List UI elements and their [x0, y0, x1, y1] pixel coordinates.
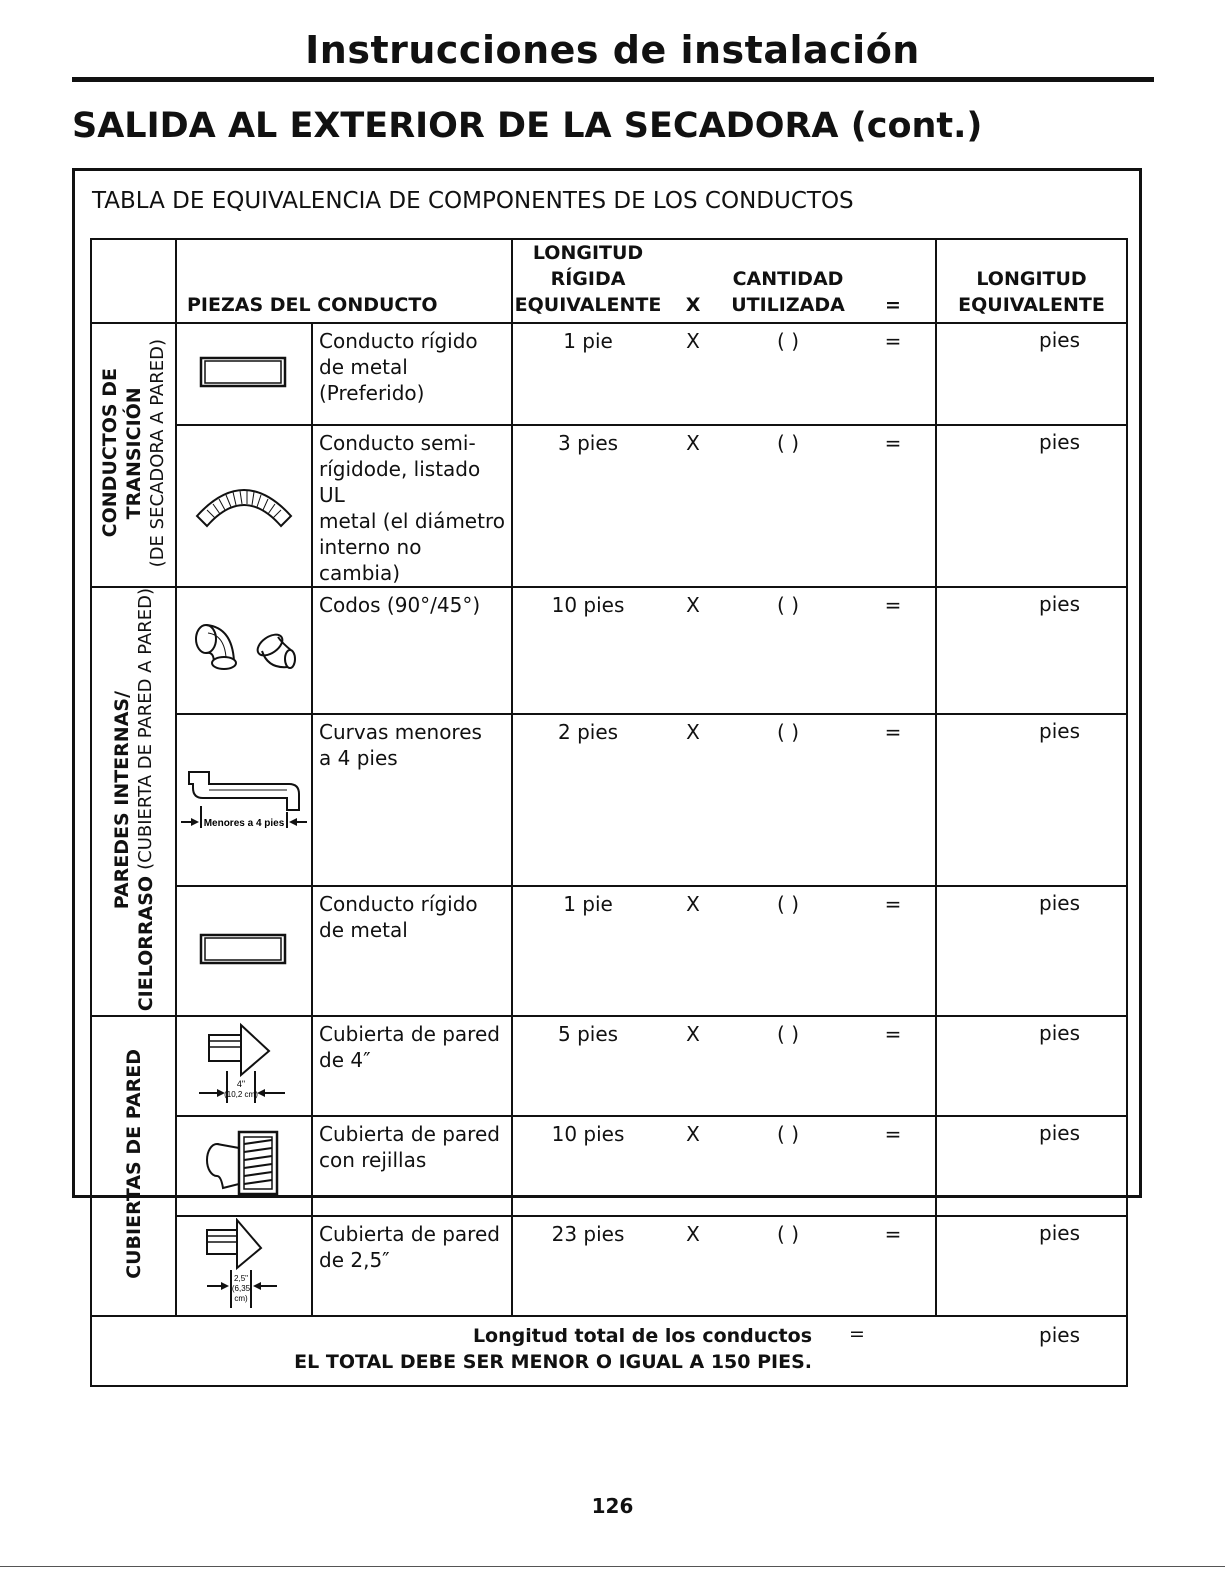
category-label: CIELORRASO: [134, 875, 157, 1012]
table-row: [91, 1016, 1127, 1116]
page-number: 126: [591, 1494, 634, 1518]
total-note: EL TOTAL DEBE SER MENOR O IGUAL A 150 PIES.: [294, 1351, 812, 1374]
equivalent-length-cell[interactable]: pies: [936, 1116, 1127, 1216]
header-times: X: [685, 294, 701, 316]
table-row: [91, 1116, 1127, 1216]
rigid-length-value: 2 pies: [557, 720, 619, 745]
table-row: [91, 714, 1127, 886]
table-row: [91, 886, 1127, 1017]
equals-sign: =: [884, 1222, 902, 1247]
header-pieces: [176, 239, 512, 323]
offset-bend-icon: [176, 714, 312, 886]
equals-sign: =: [884, 1122, 902, 1147]
rigid-length-value: 3 pies: [557, 431, 619, 455]
equals-sign: =: [884, 1022, 902, 1047]
equals-sign: =: [884, 431, 902, 455]
total-row: [91, 1316, 1127, 1386]
total-equals: =: [849, 1323, 865, 1346]
equivalent-length-cell[interactable]: pies: [936, 714, 1127, 886]
table-row: [91, 425, 1127, 587]
wall-cap-25-size-unit: cm): [234, 1294, 248, 1304]
equals-sign: =: [884, 329, 902, 353]
header-rigid-length-3: EQUIVALENTE: [514, 294, 662, 316]
piece-description: Conducto rígido de metal (Preferido): [312, 323, 512, 425]
equivalent-length-cell[interactable]: pies: [936, 425, 1127, 587]
quantity-field[interactable]: ( ): [777, 431, 799, 455]
elbows-icon: [176, 587, 312, 714]
wall-cap-4-size-cm: (10,2 cm): [224, 1090, 258, 1100]
equivalent-length-cell[interactable]: pies: [936, 1016, 1127, 1116]
category-sublabel: (CUBIERTA DE PARED A PARED): [134, 588, 156, 870]
table-row: [91, 1216, 1127, 1316]
wall-cap-25-size-cm: (6,35: [231, 1284, 251, 1294]
equivalent-length-cell[interactable]: pies: [936, 323, 1127, 425]
piece-description: Cubierta de pared con rejillas: [312, 1116, 512, 1216]
category-label: PAREDES INTERNAS/: [110, 690, 133, 909]
piece-description: Curvas menores a 4 pies: [312, 714, 512, 886]
table-header-row: [91, 239, 1127, 323]
category-interior-walls: [91, 587, 176, 1016]
quantity-field[interactable]: ( ): [777, 329, 799, 353]
quantity-field[interactable]: ( ): [777, 1022, 799, 1047]
header-divider: [72, 77, 1154, 82]
times-sign: X: [686, 720, 700, 745]
equals-sign: =: [884, 720, 902, 745]
table-row: [91, 323, 1127, 425]
semi-rigid-duct-icon: [176, 425, 312, 587]
header-qty-1: CANTIDAD: [732, 268, 844, 290]
header-equals: =: [885, 294, 901, 316]
table-title: TABLA DE EQUIVALENCIA DE COMPONENTES DE LOS CONDUCTOS: [92, 188, 854, 214]
category-label: CONDUCTOS DE: [98, 368, 121, 538]
header-calc: [512, 239, 936, 323]
offset-bend-label: Menores a 4 pies: [203, 817, 285, 829]
rigid-duct-icon: [176, 886, 312, 1017]
rigid-length-value: 23 pies: [551, 1222, 625, 1247]
header-pieces-label: PIEZAS DEL CONDUCTO: [187, 294, 438, 316]
duct-equivalence-table: [90, 238, 1128, 1387]
times-sign: X: [686, 431, 700, 455]
piece-description: Conducto semi- rígidode, listado UL metal (el diámetro interno no cambia): [312, 425, 512, 587]
category-label: TRANSICIÓN: [122, 386, 145, 520]
quantity-field[interactable]: ( ): [777, 1222, 799, 1247]
times-sign: X: [686, 593, 700, 617]
rigid-length-value: 1 pie: [563, 891, 613, 916]
piece-description: Cubierta de pared de 4″: [312, 1016, 512, 1116]
header-equiv: [936, 239, 1127, 323]
header-qty-2: UTILIZADA: [731, 294, 845, 316]
category-wall-caps: [91, 1016, 176, 1316]
louvered-wall-cap-icon: [176, 1116, 312, 1216]
quantity-field[interactable]: ( ): [777, 593, 799, 617]
category-label: CUBIERTAS DE PARED: [122, 1049, 145, 1280]
section-title: SALIDA AL EXTERIOR DE LA SECADORA (cont.): [72, 106, 983, 146]
header-rigid-length-1: LONGITUD: [532, 242, 644, 264]
wall-cap-4-icon: [176, 1016, 312, 1116]
equivalent-length-cell[interactable]: pies: [936, 587, 1127, 714]
table-row: [91, 587, 1127, 714]
times-sign: X: [686, 1022, 700, 1047]
header-empty-cell: [91, 239, 176, 323]
rigid-length-value: 10 pies: [551, 593, 625, 617]
piece-description: Conducto rígido de metal: [312, 886, 512, 1017]
category-sublabel: (DE SECADORA A PARED): [146, 338, 168, 568]
quantity-field[interactable]: ( ): [777, 1122, 799, 1147]
total-length-field[interactable]: pies: [1039, 1323, 1081, 1348]
wall-cap-25-size: 2,5": [234, 1274, 248, 1284]
total-label: Longitud total de los conductos: [472, 1325, 812, 1348]
header-equiv-1: LONGITUD: [976, 268, 1087, 290]
rigid-duct-icon: [176, 323, 312, 425]
equivalent-length-cell[interactable]: pies: [936, 1216, 1127, 1316]
header-rigid-length-2: RÍGIDA: [550, 268, 626, 290]
piece-description: Codos (90°/45°): [312, 587, 512, 714]
rigid-length-value: 5 pies: [557, 1022, 619, 1047]
quantity-field[interactable]: ( ): [777, 720, 799, 745]
page-header-title: Instrucciones de instalación: [305, 28, 920, 72]
rigid-length-value: 1 pie: [563, 329, 613, 353]
bottom-divider: [0, 1566, 1225, 1567]
category-transition-ducts: [91, 323, 176, 587]
equals-sign: =: [884, 891, 902, 916]
times-sign: X: [686, 329, 700, 353]
times-sign: X: [686, 1122, 700, 1147]
wall-cap-4-size: 4": [236, 1079, 246, 1090]
wall-cap-25-icon: [176, 1216, 312, 1316]
rigid-length-value: 10 pies: [551, 1122, 625, 1147]
times-sign: X: [686, 1222, 700, 1247]
header-equiv-2: EQUIVALENTE: [958, 294, 1105, 316]
equivalent-length-cell[interactable]: pies: [936, 886, 1127, 1017]
times-sign: X: [686, 891, 700, 916]
piece-description: Cubierta de pared de 2,5″: [312, 1216, 512, 1316]
equals-sign: =: [884, 593, 902, 617]
quantity-field[interactable]: ( ): [777, 891, 799, 916]
